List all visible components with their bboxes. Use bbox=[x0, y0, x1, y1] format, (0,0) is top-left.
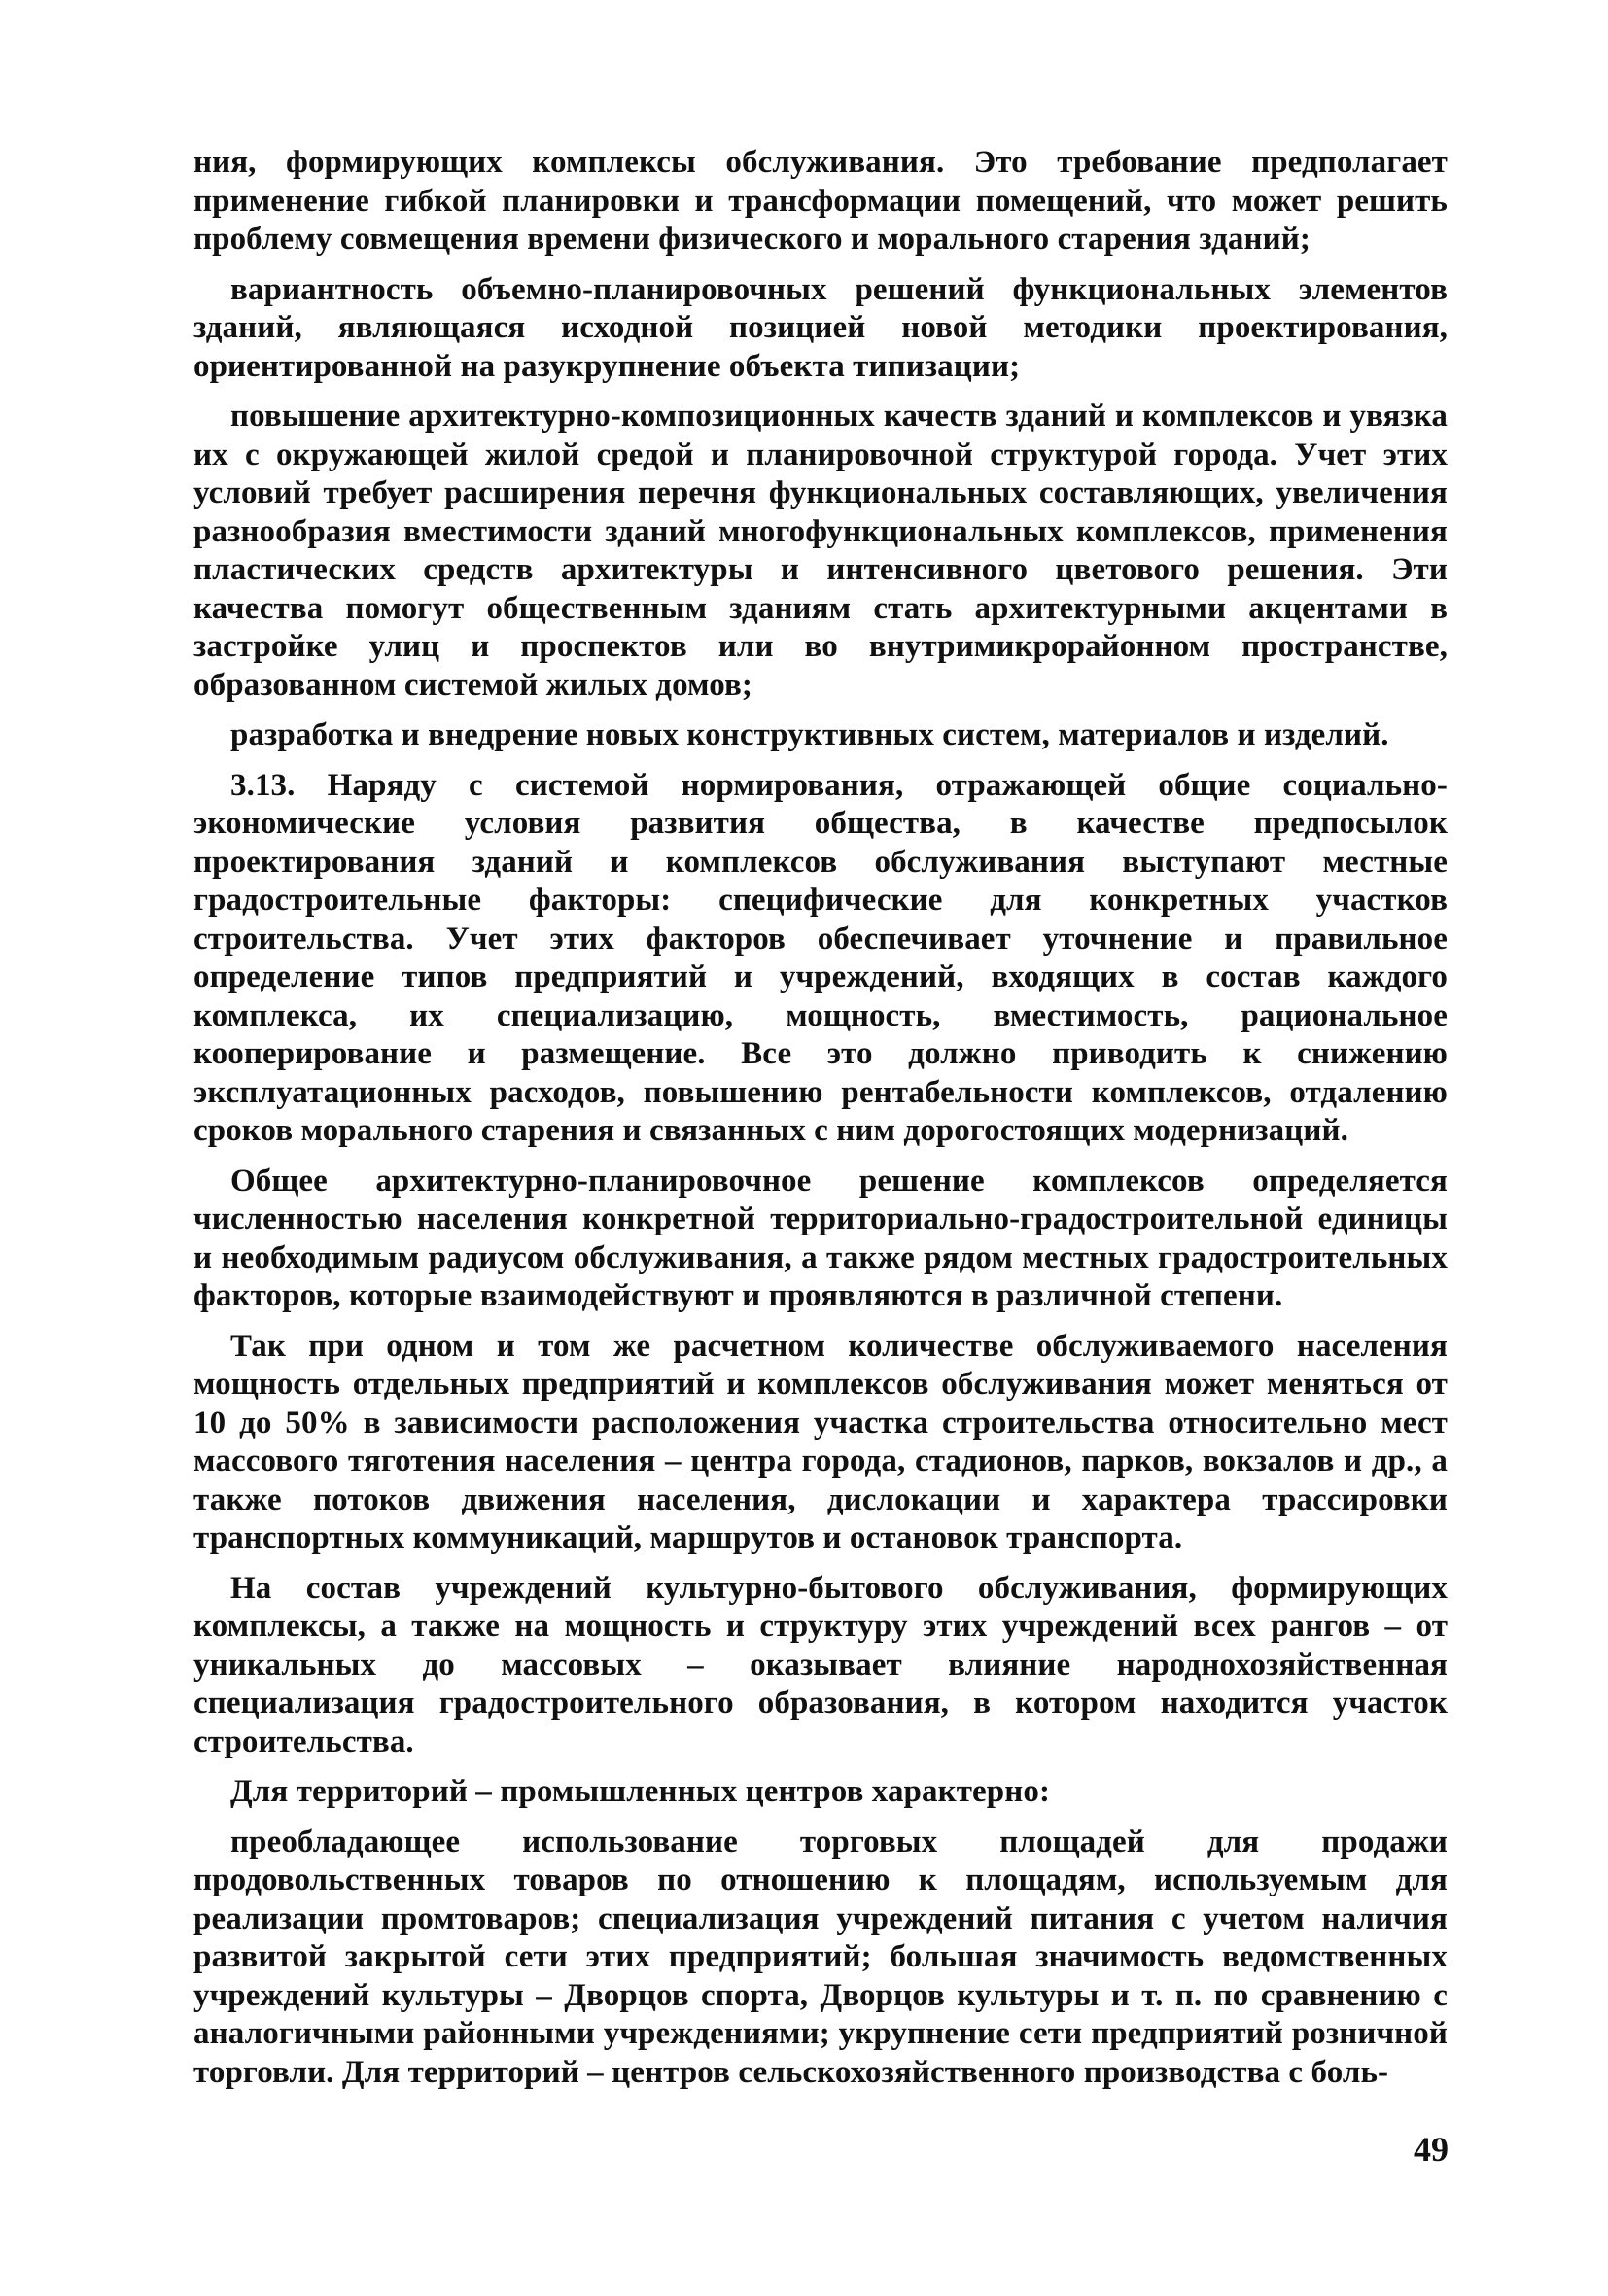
paragraph-general-solution: Общее архитектурно-планировочное решение комплексов определяется численностью населения конкретной территориально-градостроительной единицы и необходимым радиусом обслуживания, а также рядом местных градостроительных факторов, которые взаимодействуют и проявляются в различной степени. bbox=[193, 1163, 1448, 1313]
paragraph-continuation: ния, формирующих комплексы обслуживания. Это требование предполагает применение гибкой планировки и трансформации помещений, что может решить проблему совмещения времени физического и морального старения зданий; bbox=[193, 145, 1448, 257]
paragraph-capacity-variation: Так при одном и том же расчетном количестве обслуживаемого населения мощность отдельных предприятий и комплексов обслуживания может меняться от 10 до 50% в зависимости расположения участка строительства относительно мест массового тяготения населения – центра города, стадионов, парков, вокзалов и др., а также потоков движения населения, дислокации и характера трассировки транспортных коммуникаций, маршрутов и остановок транспорта. bbox=[193, 1328, 1448, 1555]
page-body bbox=[193, 144, 1448, 2104]
paragraph-architectural-quality: повышение архитектурно-композиционных качеств зданий и комплексов и увязка их с окружающей жилой средой и планировочной структурой города. Учет этих условий требует расширения перечня функциональных составляющих, увеличения разнообразия вместимости зданий многофункциональных комплексов, применения пластических средств архитектуры и интенсивного цветового решения. Эти качества помогут общественным зданиям стать архитектурными акцентами в застройке улиц и проспектов или во внутримикрорайонном пространстве, образованном системой жилых домов; bbox=[193, 399, 1448, 703]
paragraph-composition-influence: На состав учреждений культурно-бытового обслуживания, формирующих комплексы, а также на мощность и структуру этих учреждений всех рангов – от уникальных до массовых – оказывает влияние народнохозяйственная специализация градостроительного образования, в котором находится участок строительства. bbox=[193, 1570, 1448, 1759]
paragraph-new-systems: разработка и внедрение новых конструктивных систем, материалов и изделий. bbox=[230, 717, 1389, 752]
paragraph-predominant-use: преобладающее использование торговых площадей для продажи продовольственных товаров по отношению к площадям, используемым для реализации промтоваров; специализация учреждений питания с учетом наличия развитой закрытой сети этих предприятий; большая значимость ведомственных учреждений культуры – Дворцов спорта, Дворцов культуры и т. п. по сравнению с аналогичными районными учреждениями; укрупнение сети предприятий розничной торговли. Для территорий – центров сельскохозяйственного производства с боль- bbox=[193, 1824, 1448, 2090]
paragraph-industrial-centers: Для территорий – промышленных центров характерно: bbox=[230, 1774, 1051, 1809]
paragraph-section-3-13: 3.13. Наряду с системой нормирования, отражающей общие социально-экономические условия развития общества, в качестве предпосылок проектирования зданий и комплексов обслуживания выступают местные градостроительные факторы: специфические для конкретных участков строительства. Учет этих факторов обеспечивает уточнение и правильное определение типов предприятий и учреждений, входящих в состав каждого комплекса, их специализацию, мощность, вместимость, рациональное кооперирование и размещение. Все это должно приводить к снижению эксплуатационных расходов, повышению рентабельности комплексов, отдалению сроков морального старения и связанных с ним дорогостоящих модернизаций. bbox=[193, 767, 1448, 1148]
page-number: 49 bbox=[1414, 2130, 1449, 2169]
paragraph-variability: вариантность объемно-планировочных решений функциональных элементов зданий, являющаяся исходной позицией новой методики проектирования, ориентированной на разукрупнение объекта типизации; bbox=[193, 271, 1448, 384]
